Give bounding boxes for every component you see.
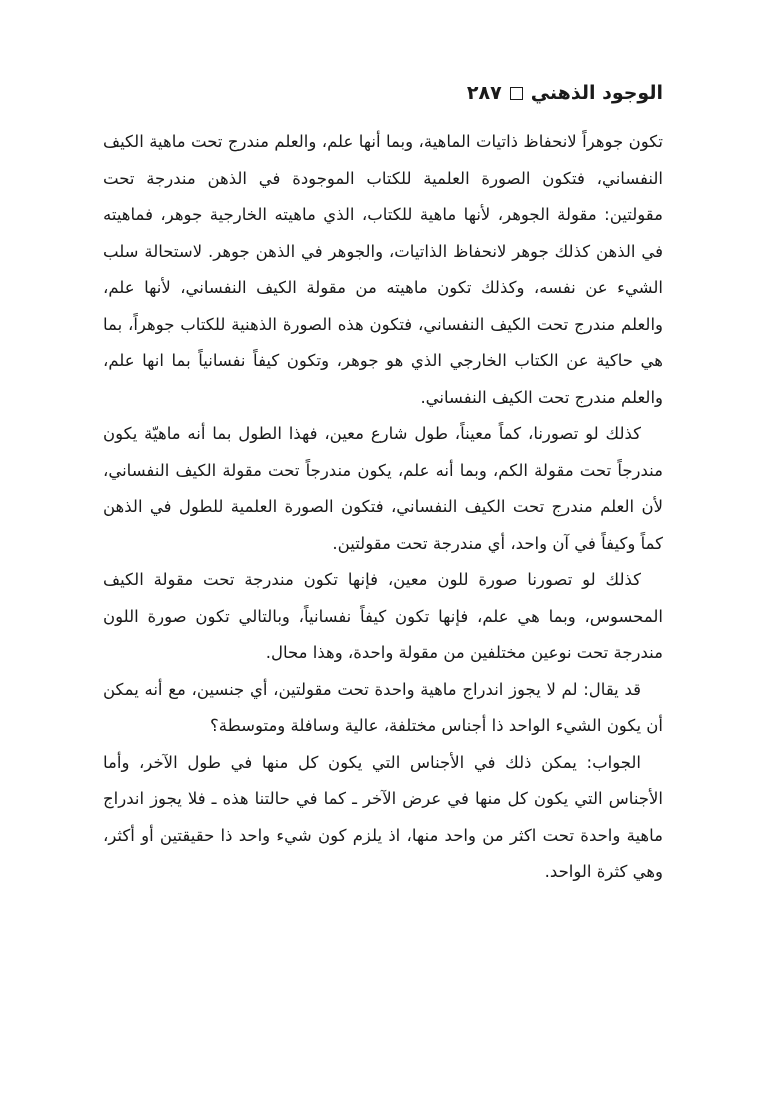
paragraph-2: كذلك لو تصورنا، كماً معيناً، طول شارع معين، فهذا الطول بما أنه ماهيّة يكون مندرجاً تحت مقولة الكم، وبما أنه علم، يكون مندرجاً تحت مقولة الكيف النفساني، لأن العلم مندرج تحت الكيف النفساني، فتكون الصورة العلمية للطول في الذهن كماً وكيفاً في آن واحد، أي مندرجة تحت مقولتين. bbox=[103, 424, 663, 553]
page-number: ٢٨٧ bbox=[466, 82, 502, 104]
page-body bbox=[103, 124, 663, 891]
running-header bbox=[103, 82, 663, 104]
paragraph-3: كذلك لو تصورنا صورة للون معين، فإنها تكون مندرجة تحت مقولة الكيف المحسوس، وبما هي علم، فإنها تكون كيفاً نفسانياً، وبالتالي تكون صورة اللون مندرجة تحت نوعين مختلفين من مقولة واحدة، وهذا محال. bbox=[103, 570, 663, 662]
paragraph-1: تكون جوهراً لانحفاظ ذاتيات الماهية، وبما أنها علم، والعلم مندرج تحت ماهية الكيف النفساني، فتكون الصورة العلمية للكتاب الموجودة في الذهن مندرجة تحت مقولتين: مقولة الجوهر، لأنها ماهية للكتاب، الذي ماهيته الخارجية جوهر، فماهيته في الذهن كذلك جوهر لانحفاظ الذاتيات، والجوهر في الذهن جوهر. لاستحالة سلب الشيء عن نفسه، وكذلك تكون ماهيته من مقولة الكيف النفساني، لأنها علم، والعلم مندرج تحت الكيف النفساني، فتكون هذه الصورة الذهنية للكتاب جوهراً، بما هي حاكية عن الكتاب الخارجي الذي هو جوهر، وتكون كيفاً نفسانياً بما انها علم، والعلم مندرج تحت الكيف النفساني. bbox=[103, 132, 663, 407]
paragraph-4: قد يقال: لم لا يجوز اندراج ماهية واحدة تحت مقولتين، أي جنسين، مع أنه يمكن أن يكون الشيء الواحد ذا أجناس مختلفة، عالية وسافلة ومتوسطة؟ bbox=[103, 679, 663, 735]
paragraph-5: الجواب: يمكن ذلك في الأجناس التي يكون كل منها في طول الآخر، وأما الأجناس التي يكون كل منها في عرض الآخر ـ كما في حالتنا هذه ـ فلا يجوز اندراج ماهية واحدة تحت اكثر من واحد منها، اذ يلزم كون شيء واحد ذا حقيقتين أو أكثر، وهي كثرة الواحد. bbox=[103, 752, 663, 881]
header-separator-box bbox=[510, 87, 523, 100]
header-title: الوجود الذهني bbox=[530, 82, 663, 104]
